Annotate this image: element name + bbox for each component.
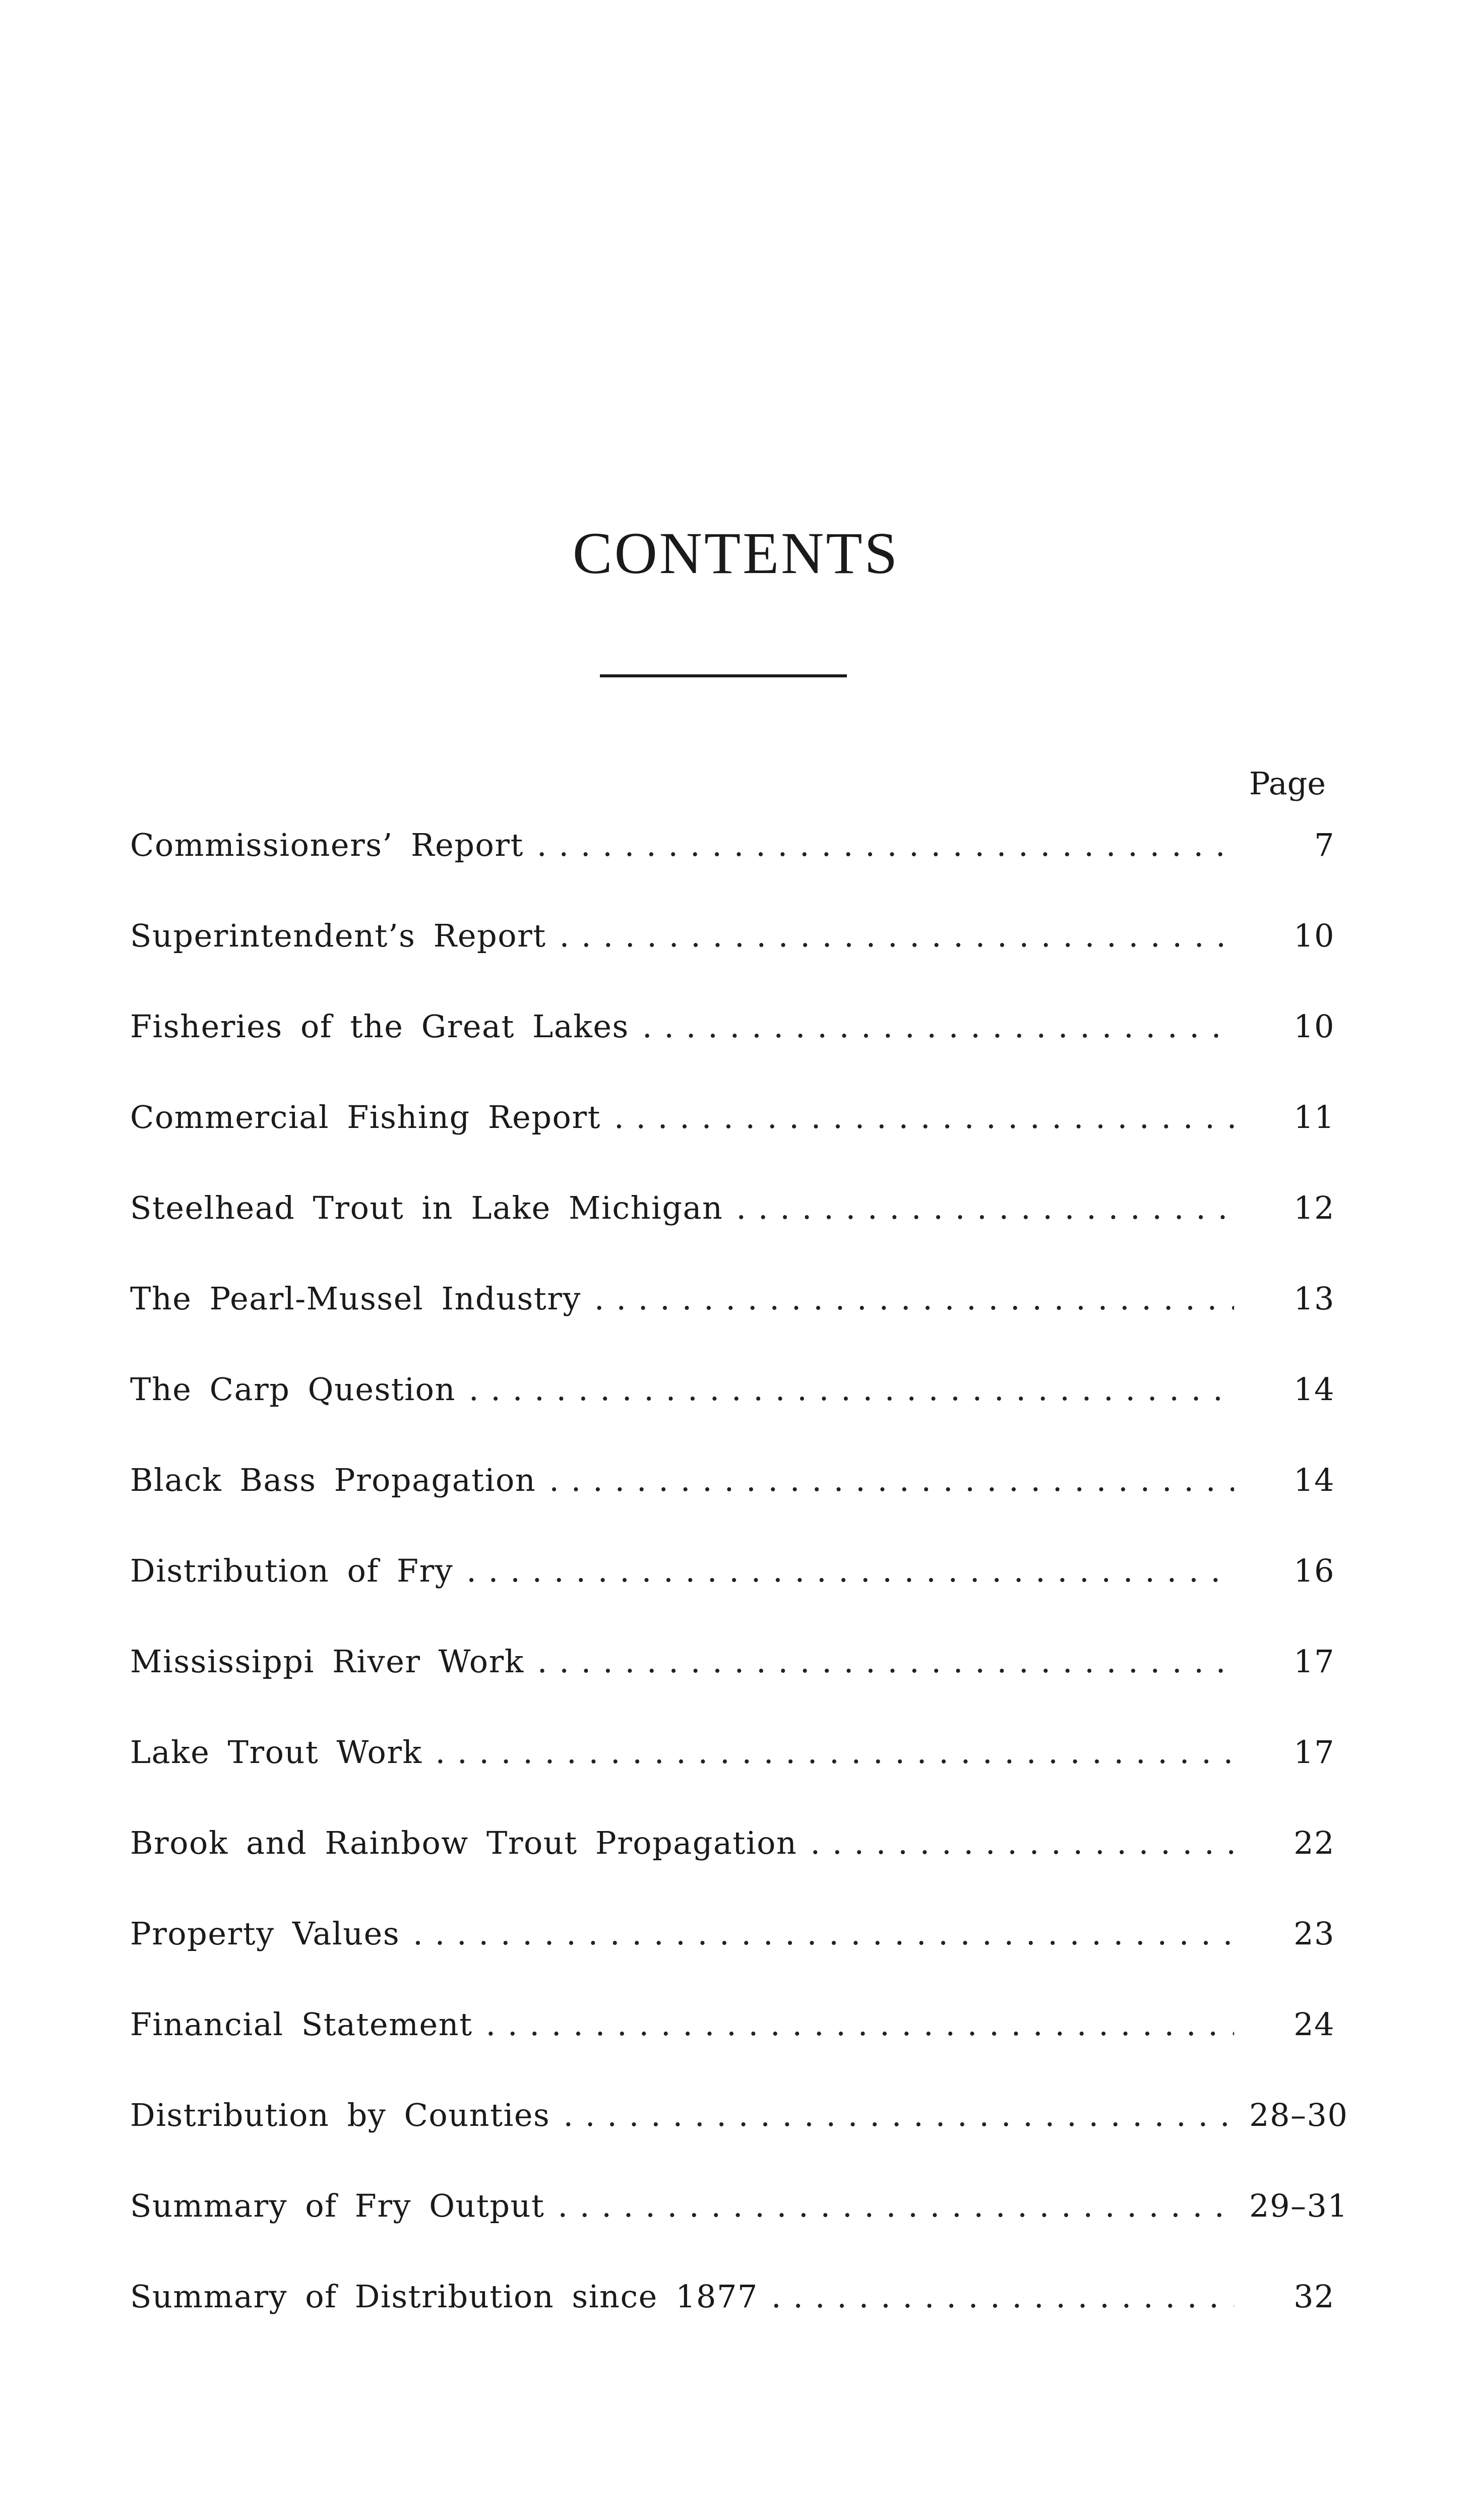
toc-entry-page: 12 <box>1294 1189 1335 1226</box>
dot-leader <box>560 917 1234 954</box>
toc-entry-page: 7 <box>1314 827 1335 863</box>
toc-entry-title: Mississippi River Work <box>130 1643 524 1680</box>
toc-entry-page: 28–30 <box>1249 2097 1348 2133</box>
dot-leader <box>469 1371 1234 1408</box>
toc-entry-title: Distribution by Counties <box>130 2097 550 2133</box>
toc-entry <box>130 2278 1335 2369</box>
toc-entry-title: Summary of Distribution since 1877 <box>130 2278 758 2315</box>
toc-entry-page: 17 <box>1294 1734 1335 1771</box>
dot-leader <box>614 1099 1234 1136</box>
toc-entry-page: 22 <box>1294 1824 1335 1861</box>
dot-leader <box>736 1189 1234 1226</box>
toc-entry-page: 32 <box>1294 2278 1335 2315</box>
toc-entry <box>130 2097 1348 2187</box>
toc-entry <box>130 1280 1335 1371</box>
toc-entry-title: Financial Statement <box>130 2006 473 2043</box>
toc-entry-title: Distribution of Fry <box>130 1552 454 1589</box>
dot-leader <box>486 2006 1234 2043</box>
toc-entry-page: 29–31 <box>1249 2187 1348 2224</box>
toc-entry-title: Fisheries of the Great Lakes <box>130 1008 629 1045</box>
toc-entry-title: Brook and Rainbow Trout Propagation <box>130 1824 798 1861</box>
dot-leader <box>810 1824 1234 1861</box>
dot-leader <box>771 2278 1234 2315</box>
dot-leader <box>537 827 1234 863</box>
toc-entry <box>130 827 1335 917</box>
toc-entry-page: 16 <box>1294 1552 1335 1589</box>
toc-entry-title: Lake Trout Work <box>130 1734 422 1771</box>
toc-entry <box>130 917 1335 1008</box>
toc-entry <box>130 1462 1335 1552</box>
dot-leader <box>642 1008 1234 1045</box>
toc-entry <box>130 1824 1335 1915</box>
toc-entry <box>130 1915 1335 2006</box>
dot-leader <box>558 2187 1234 2224</box>
toc-entry-title: Steelhead Trout in Lake Michigan <box>130 1189 723 1226</box>
toc-entry-page: 14 <box>1294 1462 1335 1498</box>
toc-entry-page: 10 <box>1294 1008 1335 1045</box>
table-of-contents <box>130 827 1348 2369</box>
toc-entry-title: Superintendent’s Report <box>130 917 546 954</box>
toc-entry <box>130 1189 1335 1280</box>
toc-entry-page: 23 <box>1294 1915 1335 1952</box>
dot-leader <box>549 1462 1234 1498</box>
toc-entry-page: 14 <box>1294 1371 1335 1408</box>
toc-entry <box>130 1371 1335 1462</box>
toc-entry-title: Property Values <box>130 1915 400 1952</box>
toc-entry-title: Black Bass Propagation <box>130 1462 536 1498</box>
dot-leader <box>594 1280 1234 1317</box>
toc-entry-title: The Pearl-Mussel Industry <box>130 1280 581 1317</box>
page-column-label: Page <box>1249 765 1326 802</box>
toc-entry-page: 11 <box>1294 1099 1335 1136</box>
toc-entry <box>130 1643 1335 1734</box>
toc-entry <box>130 1734 1335 1824</box>
toc-entry-page: 13 <box>1294 1280 1335 1317</box>
toc-entry-title: Commercial Fishing Report <box>130 1099 601 1136</box>
dot-leader <box>563 2097 1234 2133</box>
toc-entry-page: 10 <box>1294 917 1335 954</box>
toc-entry-title: Summary of Fry Output <box>130 2187 545 2224</box>
dot-leader <box>537 1643 1234 1680</box>
toc-entry-title: Commissioners’ Report <box>130 827 524 863</box>
title-rule <box>600 674 847 677</box>
toc-entry-page: 17 <box>1294 1643 1335 1680</box>
dot-leader <box>466 1552 1234 1589</box>
dot-leader <box>436 1734 1234 1771</box>
toc-entry <box>130 1008 1335 1099</box>
toc-entry <box>130 2187 1348 2278</box>
toc-entry <box>130 2006 1335 2097</box>
dot-leader <box>413 1915 1234 1952</box>
toc-entry <box>130 1099 1335 1189</box>
page-title: CONTENTS <box>572 520 900 586</box>
toc-entry-page: 24 <box>1294 2006 1335 2043</box>
toc-entry <box>130 1552 1335 1643</box>
toc-entry-title: The Carp Question <box>130 1371 456 1408</box>
